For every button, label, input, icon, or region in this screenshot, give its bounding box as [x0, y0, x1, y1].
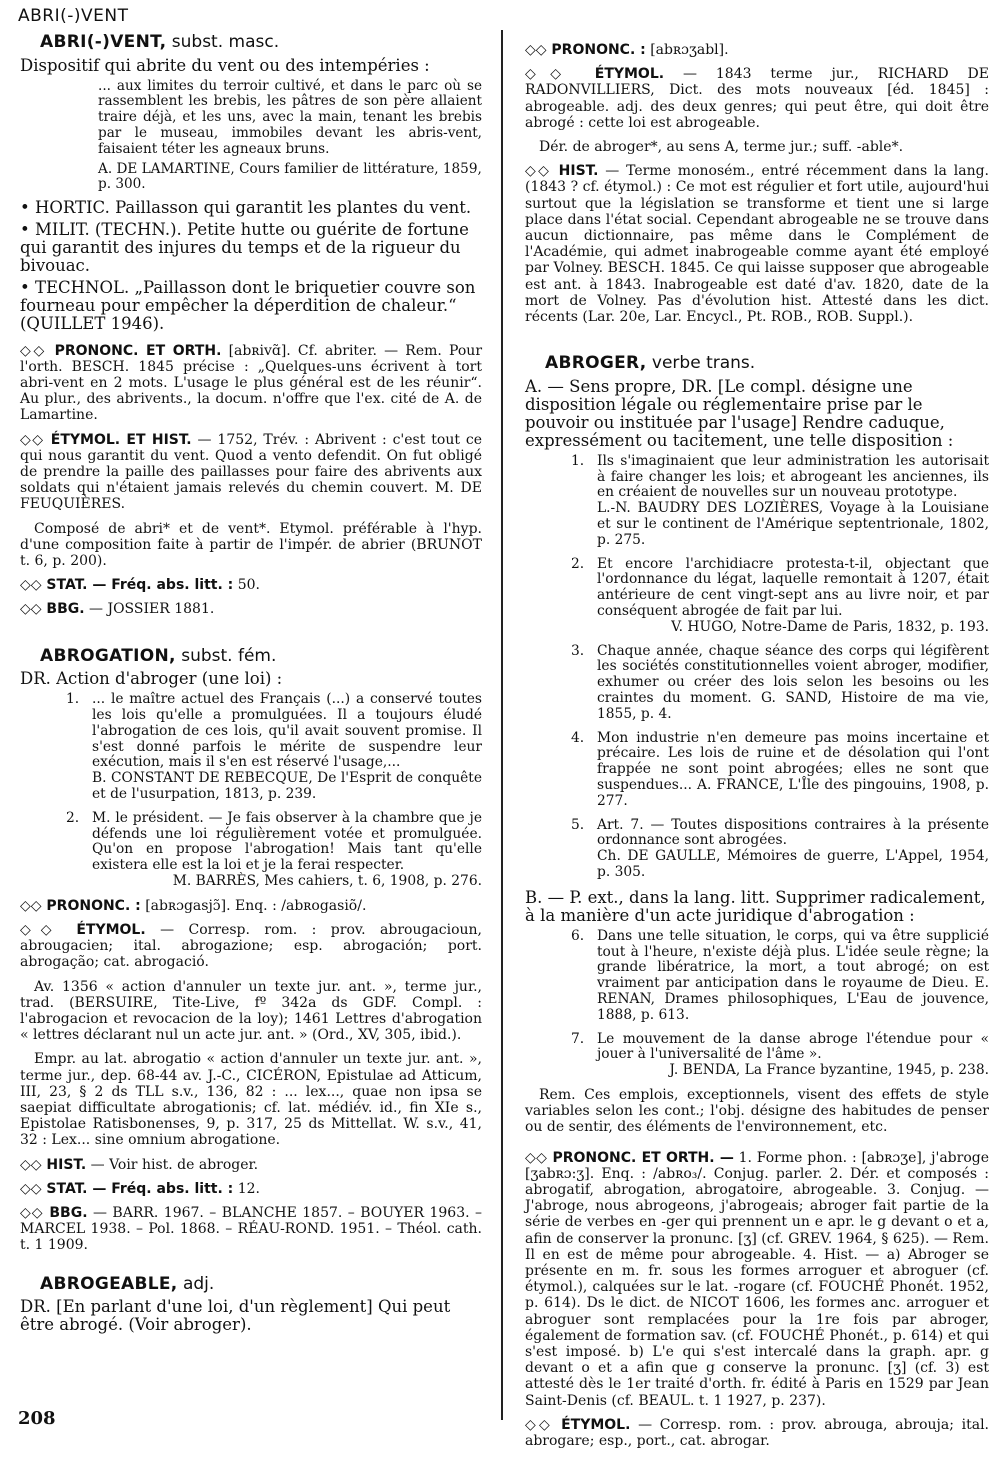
etymology-note-2: Composé de abri* et de vent*. Etymol. préférable à l'hyp. d'une composition faite à partir de l'impér. de abrier (BRUNOT t. 6, p. 200). — [20, 520, 482, 570]
section-text: — 1843 terme jur., RICHARD DE RADONVILLIERS, Dict. des mots nouveaux [éd. 1845] : abrogeable. adj. des deux genres; qui peut être, qui doit être abrogé : cette loi est abrogeable. — [525, 66, 989, 131]
example-text: Mon industrie n'en demeure pas moins incertaine et précaire. Les lois de ruine et de désolation qui l'ont frappée ne sont point abrogées; elles ne sont que suspendues... A. FRANCE, L'Île des pingouins, 1908, p. 277. — [597, 729, 989, 809]
etymology-note — [525, 1417, 989, 1449]
history-note — [20, 1157, 482, 1173]
section-label: ◇◇ BBG. — [20, 1205, 88, 1222]
example-item — [66, 811, 482, 890]
section-label: ◇◇ PRONONC. : — [20, 897, 141, 914]
example-item — [571, 454, 989, 549]
quote: ... aux limites du terroir cultivé, et dans le parc où se rassemblent les brebis, les pâtres de son père allaient traire déjà, et les uns, avec la main, tenant les brebis par le museau, immobiles devant les abris-vent, faisaient téter les agneaux bruns. — [98, 77, 482, 157]
definition: DR. [En parlant d'une loi, d'un règlement] Qui peut être abrogé. (Voir abroger). — [20, 1297, 451, 1335]
section-text: 1. Forme phon. : [abʀɔʒe], j'abroge [ʒabʀɔ:ʒ]. Enq. : /abʀo₃/. Conjug. parler. 2. Dér. et composés : abrogatif, abrogation, abrogatoire, abrogeable. 3. Conjug. — J'abroge, nous abrogeons, j'abrogeais; abroger fait partie de la série de verbes en -ger qui prennent un e apr. le g devant o et a, afin de conserver la pronunc. [ʒ] (cf. GREV. 1964, § 625). — Rem. Il en est de même pour abrogeable. 4. Hist. — a) Abroger se présente en m. fr. sous les formes arroguer et abroguer (cf. étymol.), calquées sur le lat. -rogare (cf. FOUCHÉ Phonét. 1952, p. 614). Ds le dict. de NICOT 1606, les formes anc. arroguer et abroguer sont remplacées pour la 1re fois par abroger, également de formation sav. (cf. FOUCHÉ Phonét., p. 614) et qui s'est imposé. b) L'e qui s'est intercalé dans la graph. apr. g devant o et a afin que g conserve la pronunc. [ʒ] (cf. 3) est attesté dès le 1er traité d'orth. fr. édité à Paris en 1529 par Jean Saint-Denis (cf. BEAUL. t. 1 1927, p. 237). — [525, 1149, 989, 1409]
example-source: V. HUGO, Notre-Dame de Paris, 1832, p. 193. — [671, 618, 989, 635]
example-text: Et encore l'archidiacre protesta-t-il, objectant que l'ordonnance du légat, laquelle remontait à 1207, était antérieure de cent vingt-sept ans au livre noir, et par conséquent abrogée de fait par lui. — [597, 555, 989, 620]
example-item — [571, 644, 989, 723]
example-source: J. BENDA, La France byzantine, 1945, p. 238. — [669, 1062, 989, 1079]
example-source: Ch. DE GAULLE, Mémoires de guerre, L'Appel, 1954, p. 305. — [597, 848, 989, 880]
entry-heading-abrogation — [40, 645, 482, 666]
section-label: ◇◇ STAT. — Fréq. abs. litt. : — [20, 1180, 234, 1197]
example-list — [571, 929, 989, 1079]
example-source: B. CONSTANT DE REBECQUE, De l'Esprit de conquête et de l'usurpation, 1813, p. 239. — [92, 770, 482, 802]
example-number: 1. — [66, 691, 80, 708]
section-label: ◇◇ PRONONC. ET ORTH. — [20, 342, 222, 359]
example-source: L.-N. BAUDRY DES LOZIÈRES, Voyage à la Louisiane et sur le continent de l'Amérique septentrionale, 1802, p. 275. — [597, 500, 989, 548]
example-item — [571, 557, 989, 636]
example-item — [571, 818, 989, 881]
definition: Dispositif qui abrite du vent ou des intempéries : — [20, 55, 430, 75]
pronunciation-note — [525, 42, 989, 58]
example-text: Chaque année, chaque séance des corps qui légifèrent les sociétés constitutionnelles voient abroger, modifier, exhumer ou créer des lois selon les besoins ou les craintes du moment. G. SAND, Histoire de ma vie, 1855, p. 4. — [597, 642, 989, 722]
example-number: 1. — [571, 452, 585, 469]
headword: ABRI(-)VENT, — [40, 32, 167, 52]
grammar-label: subst. fém. — [181, 645, 277, 666]
section-text: — JOSSIER 1881. — [89, 601, 215, 618]
etymology-note — [525, 66, 989, 131]
section-label: ◇◇ PRONONC. ET ORTH. — — [525, 1149, 734, 1166]
sense-milit: • MILIT. (TECHN.). Petite hutte ou guérite de fortune qui garantit des injures du temps et de la rigueur du bivouac. — [20, 219, 469, 275]
stat-note — [20, 1181, 482, 1197]
example-source: M. BARRÈS, Mes cahiers, t. 6, 1908, p. 276. — [172, 872, 482, 889]
example-number: 7. — [571, 1030, 585, 1047]
sense-technol: • TECHNOL. „Paillasson dont le briquetier couvre son fourneau pour empêcher la déperdition de chaleur.“ (QUILLET 1946). — [20, 277, 476, 333]
running-head: ABRI(-)VENT — [18, 6, 129, 26]
pronunciation-note — [20, 343, 482, 424]
example-item — [571, 929, 989, 1024]
bibliography-note — [20, 1205, 482, 1254]
history-note — [525, 163, 989, 325]
entry-heading-abroger — [545, 355, 989, 372]
etymology-note-3: Empr. au lat. abrogatio « action d'annuler un texte jur. ant. », terme jur., dep. 68-44 av. J.-C., CICÉRON, Epistulae ad Atticum, III, 23, § 2 ds TLL s.v., 136, 82 : ... lex..., quae non ipsa se saepiat difficultate abrogationis; cf. lat. médiév. id., fin XIe s., Epistolae Ratisbonenses, 9, p. 317, 25 ds Mittellat. W. s.v., 41, 32 : Lex... sine omnium abrogatione. — [20, 1051, 482, 1149]
section-text: — Voir hist. de abroger. — [90, 1156, 259, 1173]
example-text: Le mouvement de la danse abroge l'étendue pour « jouer à l'universalité de l'âme ». — [597, 1030, 989, 1063]
grammar-label: subst. masc. — [171, 32, 280, 52]
headword: ABROGEABLE, — [40, 1273, 178, 1294]
quote-source: A. DE LAMARTINE, Cours familier de littérature, 1859, p. 300. — [98, 160, 482, 193]
example-item — [571, 731, 989, 810]
remark: Rem. Ces emplois, exceptionnels, visent des effets de style variables selon les cont.; l'obj. désigne des habitudes de penser ou de sentir, des éléments de l'environnement, etc. — [525, 1086, 989, 1136]
bibliography-note — [20, 601, 482, 617]
example-text: ... le maître actuel des Français (...) a conservé toutes les lois qu'elle a promulguées. Il a toujours éludé l'abrogation de ces lois, qu'il avait souvent promise. Il s'est donné parfois le mérite de suspendre leur exécution, mais il s'en est réservé l'usage,... — [92, 691, 482, 771]
example-text: Dans une telle situation, le corps, qui va être supplicié tout à l'heure, n'existe déjà plus. L'idée seule règne; la grande libératrice, la mort, a tout abrogé; on est vraiment par anticipation dans le royaume de Dieu. E. RENAN, Drames philosophiques, L'Eau de jouvence, 1888, p. 613. — [597, 927, 989, 1023]
section-label: ◇◇ HIST. — [525, 163, 599, 180]
section-text: — Terme monosém., entré récemment dans la lang. (1843 ? cf. étymol.) : Ce mot est régulier et fort utile, aujourd'hui surtout que la législation se transforme et tient une si large place dans l'état social. Cependant abrogeable ne se trouve dans aucun dictionnaire, pas même dans le Complément de l'Académie, qui admet inabrogeable comme ayant été employé par Volney. BESCH. 1845. Ce qui laisse supposer que abrogeable est ant. à 1843. Inabrogeable est daté d'av. 1820, date de la mort de Volney. Pas d'évolution hist. Attesté dans les dict. récents (Lar. 20e, Lar. Encycl., Pt. ROB., ROB. Suppl.). — [525, 163, 989, 326]
section-label: ◇◇ STAT. — Fréq. abs. litt. : — [20, 577, 234, 594]
section-text: — Corresp. rom. : prov. abrougacioun, abrougacien; ital. abrogazione; esp. abrogación; port. abrogação; cat. abrogació. — [20, 921, 482, 971]
section-label: ◇◇ BBG. — [20, 601, 85, 618]
example-number: 5. — [571, 816, 585, 833]
section-text: [abʀivɑ̃]. Cf. abriter. — Rem. Pour l'orth. BESCH. 1845 précise : „Quelques-uns écrivent à tort abri-vent en 2 mots. L'usage le plus général est de les réunir“. Au plur., des abrivents., la docum. n'offre que l'ex. cité de A. de Lamartine. — [20, 342, 483, 424]
section-text: — BARR. 1967. – BLANCHE 1857. – BOUYER 1963. – MARCEL 1938. – Pol. 1868. – RÉAU-ROND. 1951. – Théol. cath. t. 1 1909. — [20, 1205, 483, 1254]
pronunciation-note — [525, 1150, 989, 1409]
example-text: Art. 7. — Toutes dispositions contraires à la présente ordonnance sont abrogées. — [597, 816, 989, 849]
left-column — [20, 34, 482, 1338]
section-label: ◇◇ ÉTYMOL. — [525, 1416, 631, 1433]
example-number: 3. — [571, 642, 585, 659]
section-text: [abʀɔgasjɔ̃]. Enq. : /abʀogasiõ/. — [145, 897, 367, 914]
section-label: ◇◇ ÉTYMOL. — [525, 66, 665, 83]
definition: DR. Action d'abroger (une loi) : — [20, 669, 283, 689]
right-column — [525, 42, 989, 1457]
entry-heading-abrivent — [40, 34, 482, 51]
pronunciation-note — [20, 898, 482, 914]
sense-b: B. — P. ext., dans la lang. litt. Supprimer radicalement, à la manière d'un acte juridique d'abrogation : — [525, 887, 986, 925]
sense-hortic: • HORTIC. Paillasson qui garantit les plantes du vent. — [20, 197, 472, 217]
section-text: — 1752, Trév. : Abrivent : c'est tout ce qui nous garantit du vent. Quod a vento defendit. On fut obligé de prendre la paille des paillasses pour faire des abrivents aux soldats qui n'étaient jamais relevés du chemin couvert. M. DE FEUQUIÈRES. — [20, 431, 482, 513]
entry-heading-abrogeable — [40, 1273, 482, 1294]
headword: ABROGER, — [545, 353, 647, 374]
section-text: — Corresp. rom. : prov. abrouga, abrouja; ital. abrogare; esp., port., cat. abrogar. — [525, 1416, 990, 1449]
section-label: ◇◇ ÉTYMOL. — [20, 921, 146, 938]
etymology-note-2: Av. 1356 « action d'annuler un texte jur. ant. », terme jur., trad. (BERSUIRE, Tite-Live, fº 342a ds GDF. Compl. : l'abrogacion et revocacion de la loy); 1461 Lettres d'abrogation « lettres déclarant nul un acte jur. ant. » (Ord., XV, 305, ibid.). — [20, 978, 482, 1044]
example-item — [571, 1032, 989, 1079]
stat-note — [20, 577, 482, 593]
grammar-label: verbe trans. — [651, 353, 756, 374]
etymology-note — [20, 922, 482, 971]
section-label: ◇◇ PRONONC. : — [525, 42, 646, 58]
section-text: 12. — [237, 1180, 260, 1197]
section-text: 50. — [237, 577, 260, 594]
example-number: 6. — [571, 927, 585, 944]
example-item — [66, 692, 482, 803]
etymology-note — [20, 432, 482, 513]
page-number: 208 — [18, 1408, 56, 1429]
example-number: 2. — [571, 555, 585, 572]
example-text: M. le président. — Je fais observer à la chambre que je défends une loi régulièrement votée et promulguée. Qu'on en propose l'abrogation! Mais tant qu'elle existera elle est la loi et je la ferai respecter. — [92, 809, 482, 874]
example-number: 2. — [66, 809, 80, 826]
section-text: [abʀɔʒabl]. — [650, 42, 729, 58]
example-text: Ils s'imaginaient que leur administration les autorisait à faire changer les lois; et abrogeant les anciennes, ils en créaient de nouvelles sur un nouveau prototype. — [597, 452, 989, 501]
section-label: ◇◇ ÉTYMOL. ET HIST. — [20, 431, 192, 448]
headword: ABROGATION, — [40, 645, 176, 666]
section-label: ◇◇ HIST. — [20, 1156, 87, 1173]
grammar-label: adj. — [182, 1273, 215, 1294]
example-list — [66, 692, 482, 890]
column-divider — [501, 30, 503, 1420]
example-number: 4. — [571, 729, 585, 746]
etymology-note-2: Dér. de abroger*, au sens A, terme jur.; suff. -able*. — [539, 139, 904, 156]
example-list — [571, 454, 989, 881]
sense-a: A. — Sens propre, DR. [Le compl. désigne une disposition légale ou réglementaire prise par le pouvoir ou instituée par l'usage] Rendre caduque, expressément ou tacitement, une telle disposition : — [525, 376, 954, 450]
